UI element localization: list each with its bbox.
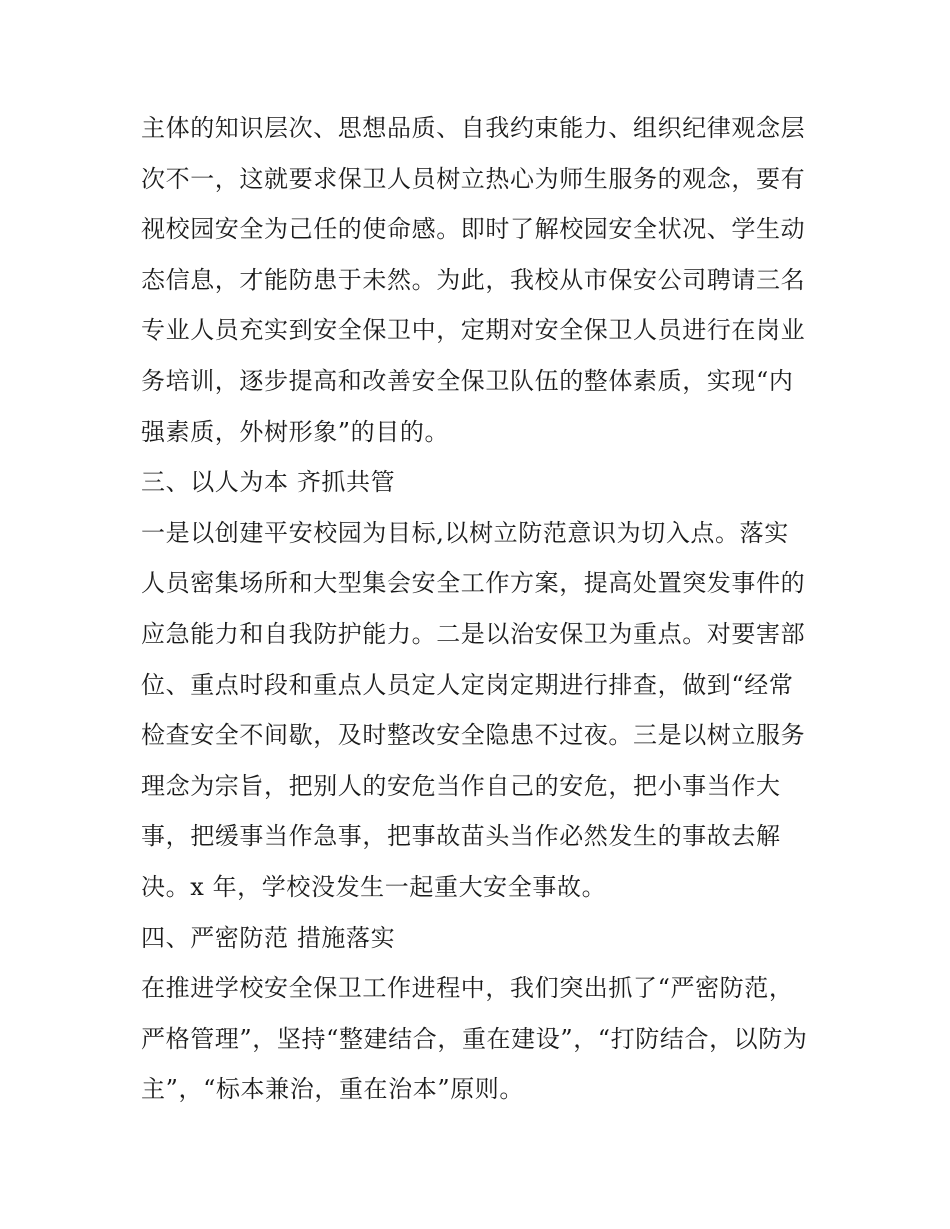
paragraph-line: 次不一，这就要求保卫人员树立热心为师生服务的观念，要有: [141, 164, 806, 193]
paragraph-line: 检查安全不间歇，及时整改安全隐患不过夜。三是以树立服务: [141, 721, 806, 750]
section-heading-4: 四、严密防范 措施落实: [141, 923, 396, 952]
paragraph-line: 务培训，逐步提高和改善安全保卫队伍的整体素质，实现“内: [141, 366, 794, 395]
paragraph-line: 应急能力和自我防护能力。二是以治安保卫为重点。对要害部: [141, 619, 806, 648]
paragraph-line: 人员密集场所和大型集会安全工作方案，提高处置突发事件的: [141, 569, 806, 598]
paragraph-line: 视校园安全为己任的使命感。即时了解校园安全状况、学生动: [141, 215, 806, 244]
paragraph-line: 严格管理”，坚持“整建结合，重在建设”，“打防结合，以防为: [141, 1024, 808, 1053]
paragraph-line: 一是以创建平安校园为目标,以树立防范意识为切入点。落实: [141, 518, 789, 547]
document-body: [141, 103, 821, 1115]
paragraph-line: 主体的知识层次、思想品质、自我约束能力、组织纪律观念层: [141, 114, 806, 142]
paragraph-line: 态信息，才能防患于未然。为此，我校从市保安公司聘请三名: [141, 265, 806, 294]
paragraph-line: 事，把缓事当作急事，把事故苗头当作必然发生的事故去解: [141, 822, 781, 851]
section-heading-3: 三、以人为本 齐抓共管: [141, 468, 396, 497]
paragraph-line: 在推进学校安全保卫工作进程中，我们突出抓了“严密防范，: [141, 974, 794, 1003]
paragraph-line: 决。x 年，学校没发生一起重大安全事故。: [141, 872, 607, 901]
paragraph-line: 理念为宗旨，把别人的安危当作自己的安危，把小事当作大: [141, 771, 781, 800]
paragraph-line: 强素质，外树形象”的目的。: [141, 417, 450, 446]
paragraph-line: 位、重点时段和重点人员定人定岗定期进行排查，做到“经常: [141, 670, 794, 699]
paragraph-line: 专业人员充实到安全保卫中，定期对安全保卫人员进行在岗业: [141, 316, 806, 345]
paragraph-line: 主”，“标本兼治，重在治本”原则。: [141, 1075, 525, 1104]
